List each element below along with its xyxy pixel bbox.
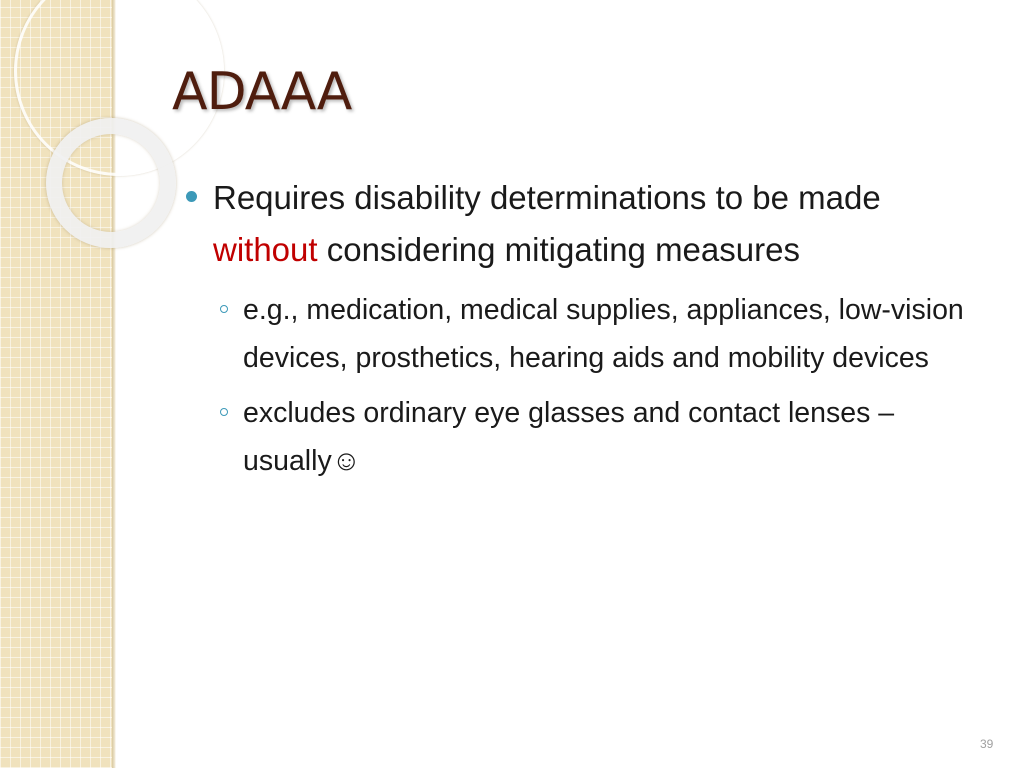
sub-bullet-list — [186, 286, 976, 485]
ring-bullet-icon — [220, 408, 228, 416]
sub-bullet-text: excludes ordinary eye glasses and contact lenses – usually☺ — [243, 397, 895, 477]
decorative-ring-middle — [46, 118, 176, 248]
bullet-emphasis-text: without — [213, 231, 318, 268]
sub-bullet-item — [216, 389, 976, 485]
slide-content — [186, 172, 976, 492]
bullet-item — [186, 172, 976, 276]
ring-bullet-icon — [220, 305, 228, 313]
slide-title: ADAAA — [172, 62, 352, 122]
bullet-text-start: Requires disability determinations to be made — [213, 179, 881, 216]
bullet-dot-icon — [186, 191, 197, 202]
bullet-text-end: considering mitigating measures — [317, 231, 800, 268]
sub-bullet-text: e.g., medication, medical supplies, appliances, low-vision devices, prosthetics, hearing aids and mobility devices — [243, 294, 964, 374]
page-number: 39 — [980, 737, 994, 751]
sub-bullet-item — [216, 286, 976, 382]
